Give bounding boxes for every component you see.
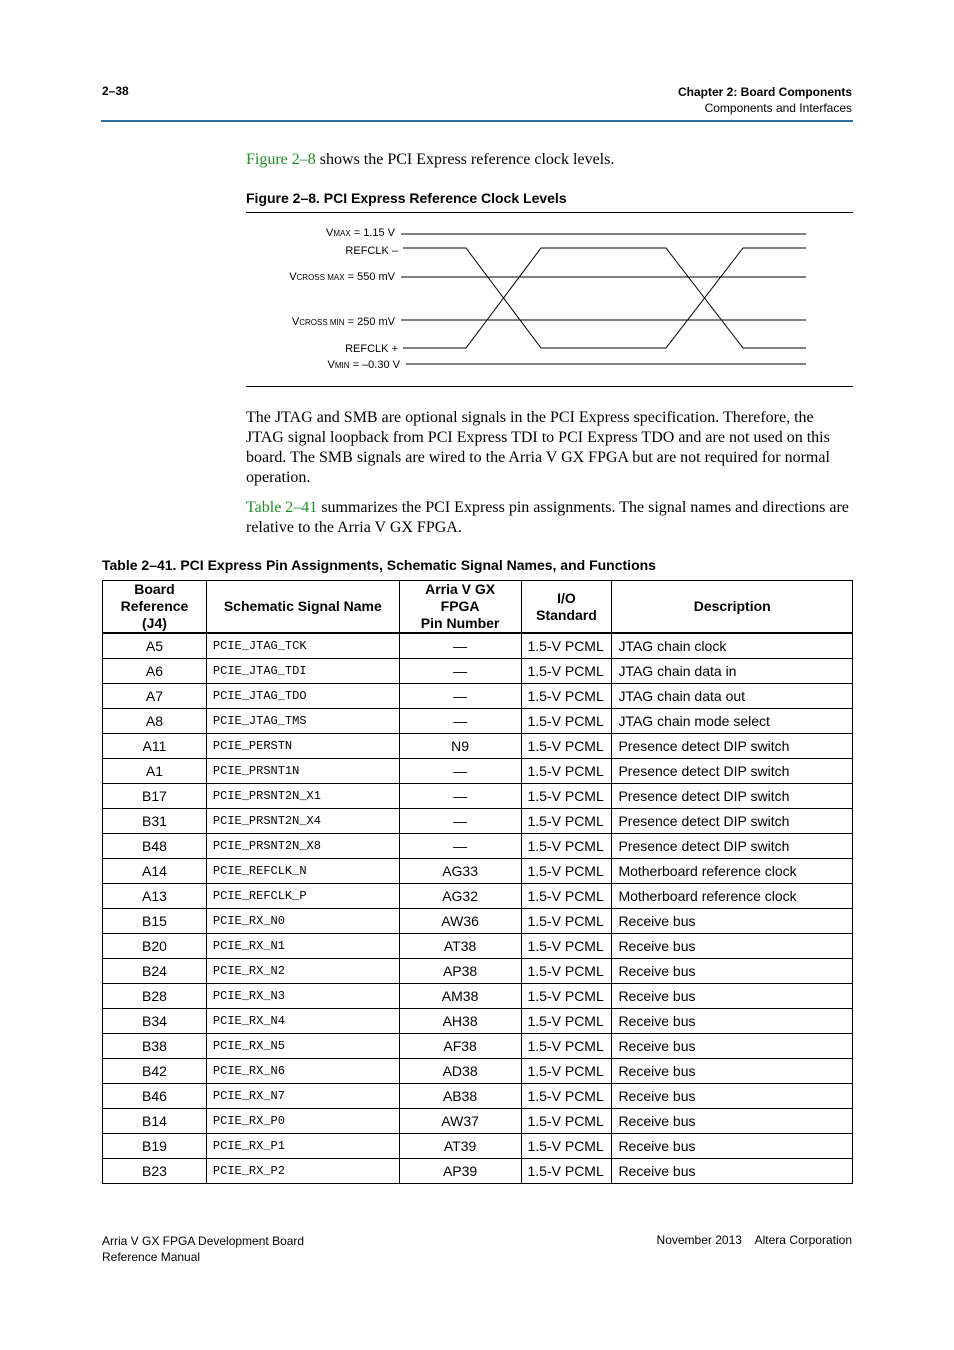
table-row: [103, 659, 853, 684]
cell-signal-name: PCIE_RX_N1: [206, 934, 399, 959]
table-row: [103, 934, 853, 959]
cell-pin-number: —: [399, 709, 521, 734]
refclk-minus-label: REFCLK –: [345, 245, 398, 257]
cell-description: Receive bus: [612, 1159, 853, 1184]
cell-board-reference: B15: [103, 909, 207, 934]
table-row: [103, 859, 853, 884]
table-row: [103, 809, 853, 834]
cell-pin-number: AG33: [399, 859, 521, 884]
cell-board-reference: B48: [103, 834, 207, 859]
cell-description: JTAG chain data out: [612, 684, 853, 709]
table-row: [103, 909, 853, 934]
figure-link[interactable]: Figure 2–8: [246, 151, 316, 168]
cell-signal-name: PCIE_RX_P2: [206, 1159, 399, 1184]
cell-io-standard: 1.5-V PCML: [521, 884, 612, 909]
table-caption: Table 2–41. PCI Express Pin Assignments, Schematic Signal Names, and Functions: [102, 557, 656, 573]
cell-board-reference: A11: [103, 734, 207, 759]
cell-io-standard: 1.5-V PCML: [521, 1059, 612, 1084]
cell-description: Receive bus: [612, 984, 853, 1009]
table-intro-text: summarizes the PCI Express pin assignments. The signal names and directions are relative to the Arria V GX FPGA.: [246, 499, 849, 536]
cell-pin-number: AW37: [399, 1109, 521, 1134]
table-body: [103, 633, 853, 1184]
cell-description: Receive bus: [612, 909, 853, 934]
cell-io-standard: 1.5-V PCML: [521, 834, 612, 859]
table-row: [103, 709, 853, 734]
footer-doc-line1: Arria V GX FPGA Development Board: [102, 1234, 305, 1248]
cell-signal-name: PCIE_JTAG_TDO: [206, 684, 399, 709]
cell-description: Receive bus: [612, 1134, 853, 1159]
footer-document-title: [102, 1233, 304, 1265]
cell-io-standard: 1.5-V PCML: [521, 809, 612, 834]
cell-description: Presence detect DIP switch: [612, 834, 853, 859]
footer-date-company: November 2013 Altera Corporation: [656, 1233, 852, 1247]
intro-paragraph: [246, 150, 853, 170]
table-row: [103, 834, 853, 859]
cell-board-reference: A8: [103, 709, 207, 734]
table-row: [103, 1034, 853, 1059]
cell-io-standard: 1.5-V PCML: [521, 934, 612, 959]
cell-board-reference: B14: [103, 1109, 207, 1134]
cell-description: Presence detect DIP switch: [612, 734, 853, 759]
cell-signal-name: PCIE_RX_N3: [206, 984, 399, 1009]
cell-board-reference: A7: [103, 684, 207, 709]
col-header-description: Description: [612, 581, 853, 634]
table-row: [103, 984, 853, 1009]
cell-pin-number: AT39: [399, 1134, 521, 1159]
col-header-io-standard: I/O Standard: [521, 581, 612, 634]
figure-caption: Figure 2–8. PCI Express Reference Clock Levels: [246, 190, 567, 206]
cell-signal-name: PCIE_RX_P1: [206, 1134, 399, 1159]
figure-bottom-rule: [246, 386, 853, 387]
cell-signal-name: PCIE_RX_N6: [206, 1059, 399, 1084]
cell-description: Receive bus: [612, 1009, 853, 1034]
cell-signal-name: PCIE_JTAG_TMS: [206, 709, 399, 734]
cell-pin-number: AH38: [399, 1009, 521, 1034]
cell-io-standard: 1.5-V PCML: [521, 709, 612, 734]
header-rule: [101, 120, 853, 122]
cell-io-standard: 1.5-V PCML: [521, 1009, 612, 1034]
cell-board-reference: B34: [103, 1009, 207, 1034]
table-header-row: [103, 581, 853, 634]
cell-io-standard: 1.5-V PCML: [521, 1134, 612, 1159]
cell-board-reference: B24: [103, 959, 207, 984]
cell-description: Receive bus: [612, 1084, 853, 1109]
cell-signal-name: PCIE_JTAG_TDI: [206, 659, 399, 684]
cell-signal-name: PCIE_PRSNT2N_X1: [206, 784, 399, 809]
table-row: [103, 633, 853, 659]
vmin-label: VMIN = –0.30 V: [327, 359, 400, 371]
cell-signal-name: PCIE_RX_N2: [206, 959, 399, 984]
cell-signal-name: PCIE_REFCLK_P: [206, 884, 399, 909]
table-row: [103, 1059, 853, 1084]
section-title: Components and Interfaces: [704, 101, 852, 115]
table-row: [103, 1084, 853, 1109]
cell-io-standard: 1.5-V PCML: [521, 759, 612, 784]
cell-description: Receive bus: [612, 1059, 853, 1084]
col-header-board-reference: Board Reference (J4): [103, 581, 207, 634]
cell-io-standard: 1.5-V PCML: [521, 633, 612, 659]
intro-text: shows the PCI Express reference clock levels.: [315, 151, 615, 168]
vcross-max-label: VCROSS MAX = 550 mV: [289, 271, 395, 283]
cell-signal-name: PCIE_PRSNT2N_X8: [206, 834, 399, 859]
table-row: [103, 884, 853, 909]
cell-board-reference: B42: [103, 1059, 207, 1084]
cell-pin-number: AG32: [399, 884, 521, 909]
cell-pin-number: —: [399, 659, 521, 684]
cell-signal-name: PCIE_RX_N7: [206, 1084, 399, 1109]
cell-pin-number: —: [399, 784, 521, 809]
table-intro-paragraph: [246, 498, 853, 538]
table-row: [103, 1109, 853, 1134]
pin-assignment-table: [102, 580, 853, 1184]
cell-description: Presence detect DIP switch: [612, 784, 853, 809]
cell-description: Motherboard reference clock: [612, 859, 853, 884]
cell-board-reference: B46: [103, 1084, 207, 1109]
col-header-pin-number: Arria V GX FPGA Pin Number: [399, 581, 521, 634]
cell-pin-number: AM38: [399, 984, 521, 1009]
cell-io-standard: 1.5-V PCML: [521, 1034, 612, 1059]
cell-io-standard: 1.5-V PCML: [521, 1109, 612, 1134]
cell-io-standard: 1.5-V PCML: [521, 734, 612, 759]
table-row: [103, 1009, 853, 1034]
table-link[interactable]: Table 2–41: [246, 499, 318, 516]
cell-signal-name: PCIE_RX_N0: [206, 909, 399, 934]
cell-signal-name: PCIE_PERSTN: [206, 734, 399, 759]
vcross-min-label: VCROSS MIN = 250 mV: [291, 316, 395, 328]
refclk-plus-label: REFCLK +: [345, 343, 398, 355]
cell-board-reference: B17: [103, 784, 207, 809]
cell-description: Presence detect DIP switch: [612, 759, 853, 784]
cell-board-reference: B20: [103, 934, 207, 959]
cell-pin-number: —: [399, 834, 521, 859]
running-header: [678, 84, 852, 116]
cell-board-reference: A5: [103, 633, 207, 659]
cell-io-standard: 1.5-V PCML: [521, 859, 612, 884]
cell-pin-number: —: [399, 759, 521, 784]
cell-description: Presence detect DIP switch: [612, 809, 853, 834]
cell-pin-number: AP38: [399, 959, 521, 984]
cell-pin-number: AB38: [399, 1084, 521, 1109]
cell-description: Receive bus: [612, 934, 853, 959]
cell-signal-name: PCIE_RX_N4: [206, 1009, 399, 1034]
jtag-smb-paragraph: The JTAG and SMB are optional signals in the PCI Express specification. Therefore, the JTAG signal loopback from PCI Express TDI to PCI Express TDO and are not used on this board. The SMB signals are wired to the Arria V GX FPGA but are not required for normal operation.: [246, 409, 830, 486]
cell-io-standard: 1.5-V PCML: [521, 684, 612, 709]
cell-board-reference: B23: [103, 1159, 207, 1184]
cell-pin-number: —: [399, 633, 521, 659]
cell-io-standard: 1.5-V PCML: [521, 1084, 612, 1109]
cell-description: JTAG chain clock: [612, 633, 853, 659]
cell-signal-name: PCIE_REFCLK_N: [206, 859, 399, 884]
cell-description: JTAG chain mode select: [612, 709, 853, 734]
cell-pin-number: AD38: [399, 1059, 521, 1084]
col-header-signal-name: Schematic Signal Name: [206, 581, 399, 634]
table-row: [103, 1134, 853, 1159]
cell-pin-number: —: [399, 809, 521, 834]
cell-board-reference: A14: [103, 859, 207, 884]
cell-signal-name: PCIE_RX_P0: [206, 1109, 399, 1134]
refclk-plus-waveform: [403, 248, 806, 348]
cell-io-standard: 1.5-V PCML: [521, 784, 612, 809]
cell-signal-name: PCIE_JTAG_TCK: [206, 633, 399, 659]
table-row: [103, 1159, 853, 1184]
table-row: [103, 784, 853, 809]
footer-doc-line2: Reference Manual: [102, 1250, 201, 1264]
vmax-label: VMAX = 1.15 V: [325, 227, 395, 239]
cell-board-reference: B19: [103, 1134, 207, 1159]
cell-board-reference: A13: [103, 884, 207, 909]
refclk-level-diagram: [246, 213, 853, 387]
cell-description: Receive bus: [612, 1109, 853, 1134]
chapter-title: Chapter 2: Board Components: [677, 85, 852, 99]
cell-description: Motherboard reference clock: [612, 884, 853, 909]
cell-description: Receive bus: [612, 1034, 853, 1059]
cell-board-reference: A6: [103, 659, 207, 684]
cell-board-reference: A1: [103, 759, 207, 784]
cell-signal-name: PCIE_PRSNT1N: [206, 759, 399, 784]
cell-signal-name: PCIE_PRSNT2N_X4: [206, 809, 399, 834]
cell-board-reference: B28: [103, 984, 207, 1009]
cell-signal-name: PCIE_RX_N5: [206, 1034, 399, 1059]
cell-pin-number: AF38: [399, 1034, 521, 1059]
cell-pin-number: AW36: [399, 909, 521, 934]
cell-io-standard: 1.5-V PCML: [521, 959, 612, 984]
cell-board-reference: B31: [103, 809, 207, 834]
refclk-minus-waveform: [403, 248, 806, 348]
cell-board-reference: B38: [103, 1034, 207, 1059]
cell-description: Receive bus: [612, 959, 853, 984]
page-number: 2–38: [102, 84, 129, 98]
table-row: [103, 734, 853, 759]
table-row: [103, 759, 853, 784]
cell-pin-number: —: [399, 684, 521, 709]
cell-io-standard: 1.5-V PCML: [521, 1159, 612, 1184]
cell-pin-number: AT38: [399, 934, 521, 959]
cell-description: JTAG chain data in: [612, 659, 853, 684]
table-row: [103, 684, 853, 709]
table-row: [103, 959, 853, 984]
cell-io-standard: 1.5-V PCML: [521, 909, 612, 934]
cell-io-standard: 1.5-V PCML: [521, 659, 612, 684]
cell-io-standard: 1.5-V PCML: [521, 984, 612, 1009]
cell-pin-number: N9: [399, 734, 521, 759]
cell-pin-number: AP39: [399, 1159, 521, 1184]
